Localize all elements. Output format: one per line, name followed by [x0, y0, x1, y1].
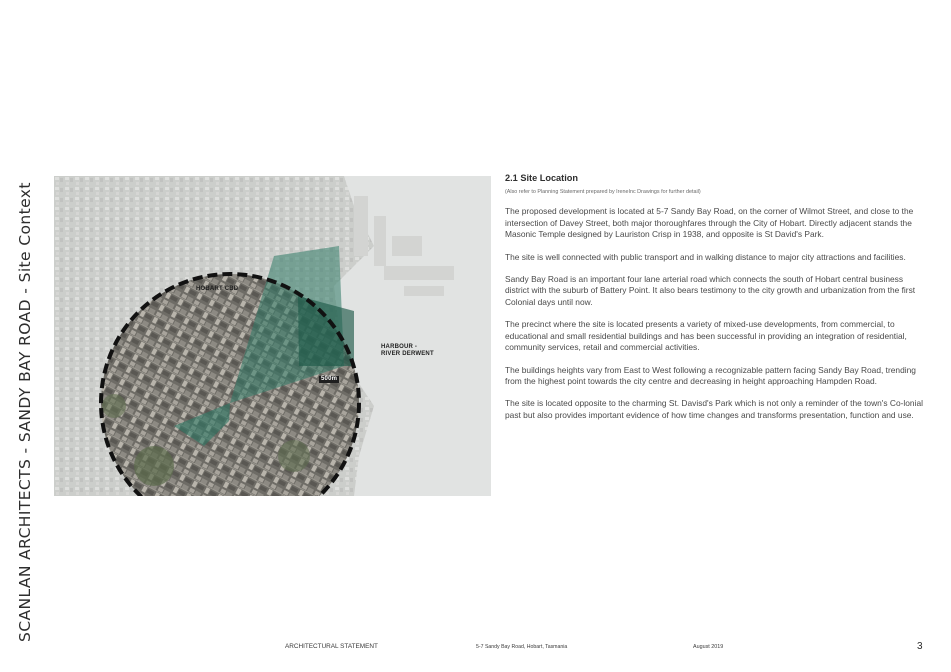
harbour-label-line2: RIVER DERWENT [381, 351, 434, 357]
page-number: 3 [917, 641, 923, 652]
paragraph: The precinct where the site is located presents a variety of mixed-use developments, from commercial, to educational and small residential buildings and has been successful in providing an integration of residential, community services, retail and commercial activities. [505, 319, 907, 353]
section-heading: 2.1 Site Location [505, 173, 579, 183]
site-location-section [505, 173, 923, 432]
paragraph: The site is well connected with public transport and in walking distance to major city attractions and facilities. [505, 251, 906, 262]
aerial-map-graphic [54, 176, 491, 496]
footer-address: 5-7 Sandy Bay Road, Hobart, Tasmania [476, 644, 568, 650]
paragraph: The buildings heights vary from East to West following a recognizable pattern facing Sandy Bay Road, trending from the highest point towards the city centre and decreasing in height approaching Hampden Road. [505, 364, 916, 387]
side-title [8, 182, 42, 642]
harbour-label-line1: HARBOUR - [381, 344, 418, 350]
footer-doc-title: ARCHITECTURAL STATEMENT [285, 643, 378, 650]
section-name: Site Context [16, 182, 34, 283]
paragraph: Sandy Bay Road is an important four lane arterial road which connects the south of Hobart central business district with the suburb of Battery Point. It also bears testimony to the city growth and urbanization from the first Colonial days until now. [505, 273, 916, 307]
site-context-map [54, 176, 491, 496]
cbd-label: HOBART CBD [196, 286, 239, 292]
firm-name: SCANLAN ARCHITECTS [16, 458, 34, 642]
project-name: SANDY BAY ROAD [16, 299, 34, 443]
paragraph: The proposed development is located at 5-7 Sandy Bay Road, on the corner of Wilmot Street, and close to the intersection of Davey Street, both major thoroughfares through the City of Hobart. Directly adjacent stands the Masonic Temple designed by Lauriston Crisp in 1938, and opposite is St David's Park. [505, 206, 914, 240]
radius-label: 500m [321, 376, 338, 382]
paragraph: The site is located opposite to the charming St. Davisd's Park which is not only a reminder of the town's Co-lonial past but also provides important evidence of how time changes and transforms presentation, function and use. [505, 398, 923, 420]
title-separator: - [16, 282, 34, 300]
section-note: (Also refer to Planning Statement prepared by IreneInc Drawings for further detail) [505, 188, 701, 195]
footer-date: August 2019 [693, 644, 724, 650]
title-separator: - [16, 442, 34, 459]
